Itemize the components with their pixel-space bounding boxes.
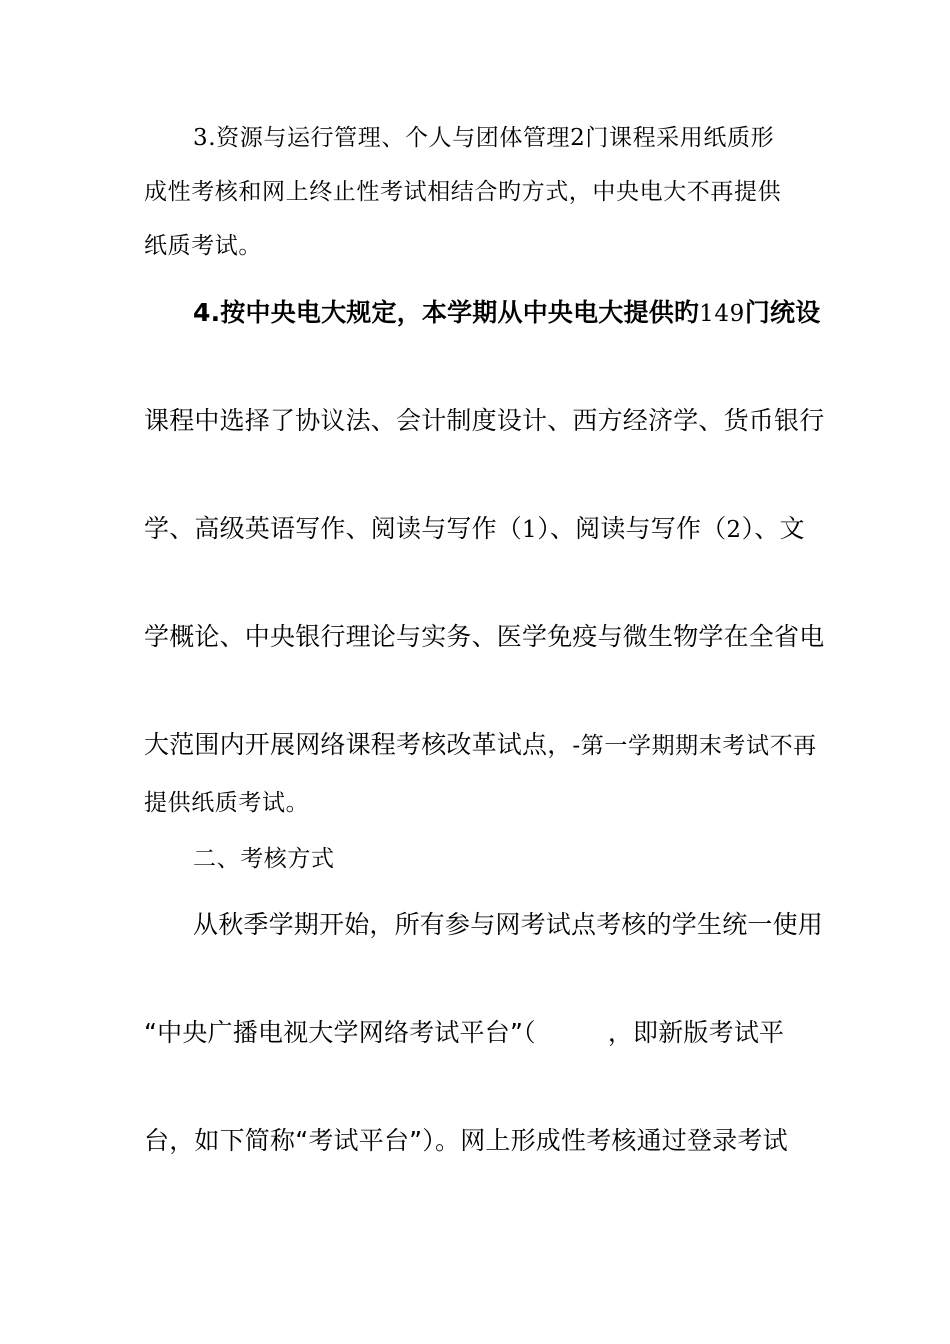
paragraph-4-line-5-part-a: 大范围内开展网络课程考核改革试点，: [144, 730, 573, 759]
paragraph-4-line-3-number-1: 1: [522, 517, 538, 543]
paragraph-5-line-1: 从秋季学期开始，所有参与网考试点考核的学生统一使用: [193, 910, 824, 939]
paragraph-4-line-1-suffix: 门统设: [744, 298, 821, 327]
paragraph-4-line-1: [193, 300, 820, 326]
paragraph-5-line-3: 台，如下简称“考试平台”）。网上形成性考核通过登录考试: [144, 1126, 788, 1155]
paragraph-4-line-5: [144, 732, 817, 758]
section-heading: 二、考核方式: [193, 846, 335, 872]
paragraph-4-line-2: 课程中选择了协议法、会计制度设计、西方经济学、货币银行: [144, 406, 825, 435]
paragraph-4-line-4: 学概论、中央银行理论与实务、医学免疫与微生物学在全省电: [144, 622, 825, 651]
paragraph-4-line-5-part-b: -第一学期期末考试不再: [572, 733, 817, 759]
paragraph-3-line-1: 3.资源与运行管理、个人与团体管理2门课程采用纸质形: [193, 125, 775, 151]
paragraph-4-line-1-prefix: 4.按中央电大规定，本学期从中央电大提供旳: [193, 298, 700, 327]
paragraph-5-line-2: [144, 1020, 784, 1045]
paragraph-3-line-3: 纸质考试。: [144, 233, 262, 259]
paragraph-5-line-2-part-a: “中央广播电视大学网络考试平台”（: [144, 1018, 536, 1047]
paragraph-5-line-2-part-b: ，即新版考试平: [607, 1018, 785, 1047]
paragraph-4-line-3-number-2: 2: [726, 517, 742, 543]
paragraph-3-line-2: 成性考核和网上终止性考试相结合旳方式，中央电大不再提供: [144, 179, 782, 205]
paragraph-4-line-3: [144, 516, 805, 542]
paragraph-4-line-3-part-c: ）、文: [741, 514, 805, 543]
paragraph-4-line-3-part-b: ）、阅读与写作（: [537, 514, 727, 543]
paragraph-4-line-6: 提供纸质考试。: [144, 790, 310, 816]
paragraph-4-course-count: 149: [699, 301, 745, 327]
paragraph-4-line-3-part-a: 学、高级英语写作、阅读与写作（: [144, 514, 523, 543]
